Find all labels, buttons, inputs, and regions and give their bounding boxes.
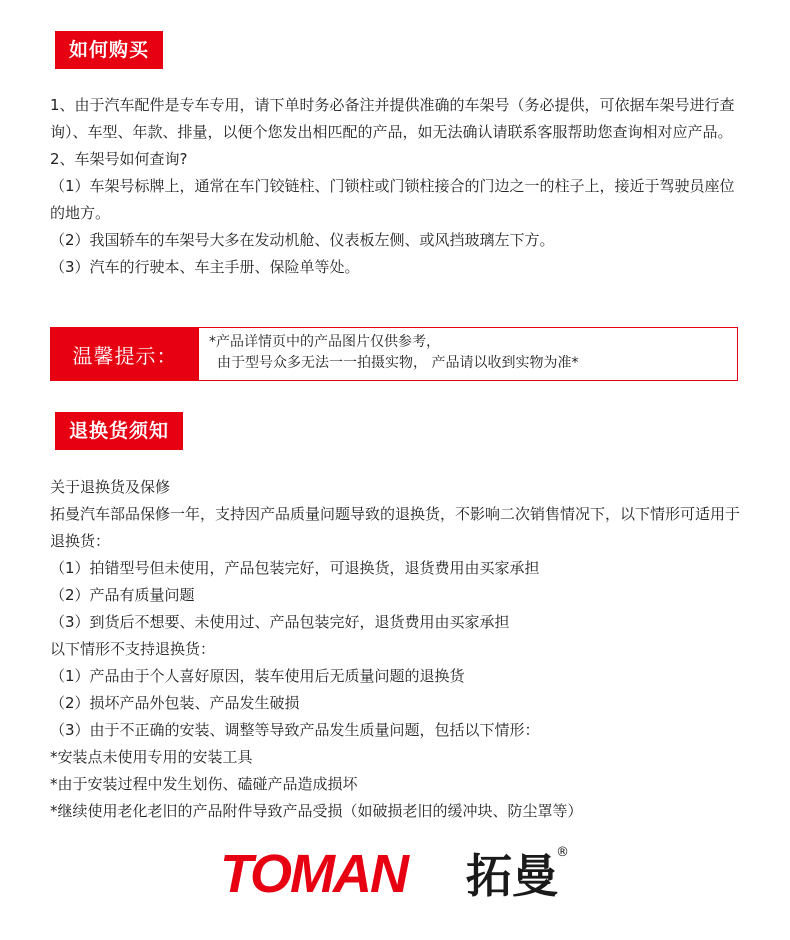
return-policy-line: （3）由于不正确的安装、调整等导致产品发生质量问题，包括以下情形： (50, 721, 540, 739)
how-to-buy-line: （2）我国轿车的车架号大多在发动机舱、仪表板左侧、或风挡玻璃左下方。 (50, 231, 555, 249)
return-policy-line: （3）到货后不想要、未使用过、产品包装完好，退货费用由买家承担 (50, 613, 510, 631)
return-policy-line: 关于退换货及保修 (50, 478, 171, 496)
how-to-buy-content (50, 92, 740, 281)
return-policy-line: *由于安装过程中发生划伤、磕碰产品造成损坏 (50, 775, 358, 793)
how-to-buy-line: （1）车架号标牌上，通常在车门铰链柱、门锁柱或门锁柱接合的门边之一的柱子上，接近于驾驶员座位的地方。 (50, 177, 735, 222)
return-policy-line: （2）损坏产品外包装、产品发生破损 (50, 694, 300, 712)
registered-mark: ® (556, 845, 569, 860)
return-policy-line: *安装点未使用专用的安装工具 (50, 748, 253, 766)
return-policy-line: （1）产品由于个人喜好原因，装车使用后无质量问题的退换货 (50, 667, 465, 685)
return-policy-line: （1）拍错型号但未使用，产品包装完好，可退换货，退货费用由买家承担 (50, 559, 540, 577)
warm-tip-box (50, 327, 738, 381)
toman-logo-latin: TOMAN (220, 844, 407, 902)
toman-logo-chinese: 拓曼 (466, 849, 558, 902)
return-policy-line: *继续使用老化老旧的产品附件导致产品受损（如破损老旧的缓冲块、防尘罩等） (50, 802, 583, 820)
section-title-how-to-buy: 如何购买 (55, 31, 163, 69)
how-to-buy-line: （3）汽车的行驶本、车主手册、保险单等处。 (50, 258, 360, 276)
return-policy-line: 拓曼汽车部品保修一年，支持因产品质量问题导致的退换货，不影响二次销售情况下，以下情形可适用于退换货： (50, 505, 741, 550)
warm-tip-line: *产品详情页中的产品图片仅供参考， (209, 334, 440, 350)
how-to-buy-line: 1、由于汽车配件是专车专用，请下单时务必备注并提供准确的车架号（务必提供，可依据车架号进行查询）、车型、年款、排量，以便个您发出相匹配的产品，如无法确认请联系客服帮助您查询相对应产品。 (50, 96, 735, 141)
how-to-buy-line: 2、车架号如何查询? (50, 150, 188, 168)
section-title-return-policy: 退换货须知 (55, 412, 183, 450)
return-policy-line: 以下情形不支持退换货： (50, 640, 216, 658)
warm-tip-text (199, 328, 737, 380)
return-policy-line: （2）产品有质量问题 (50, 586, 195, 604)
warm-tip-line: 由于型号众多无法一一拍摄实物， 产品请以收到实物为准* (217, 355, 579, 371)
toman-logo (218, 842, 578, 902)
warm-tip-label: 温馨提示： (51, 328, 199, 380)
return-policy-content (50, 474, 740, 825)
